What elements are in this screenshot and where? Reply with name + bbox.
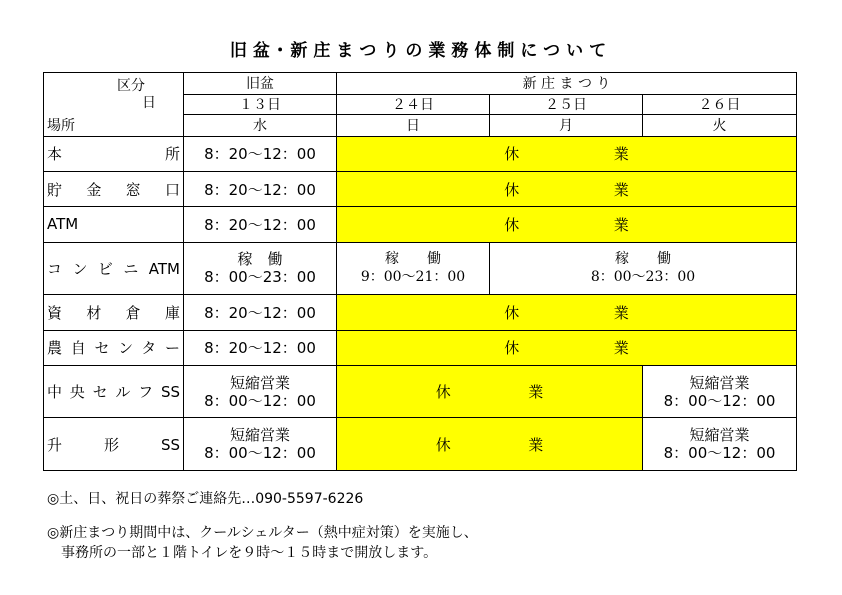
short-hours-time: 8：00～12：00 <box>204 444 316 463</box>
closed-char: 休 <box>504 303 520 322</box>
closed-char: 休 <box>504 215 520 234</box>
schedule-table <box>43 72 797 471</box>
note-cool-shelter-line1: ◎新庄まつり期間中は、クールシェルター（熱中症対策）を実施し、 <box>47 525 478 541</box>
closed-cell <box>337 136 797 171</box>
operation-label: 稼 働 <box>615 251 672 268</box>
place-shizai: 資材倉庫 <box>44 295 184 330</box>
place-chokin: 貯金窓口 <box>44 171 184 206</box>
closed-cell <box>337 171 797 206</box>
operation-label: 稼 働 <box>385 251 441 268</box>
closed-char: 業 <box>613 339 629 358</box>
place-honsho: 本所 <box>44 136 184 171</box>
operation-label: 稼 働 <box>237 250 283 269</box>
table-row <box>44 418 797 471</box>
closed-char: 業 <box>613 303 629 322</box>
page-title: 旧盆･新庄まつりの業務体制について <box>229 41 613 61</box>
operation-hours: 8：00～23：00 <box>590 269 696 286</box>
header-kubun: 区分 <box>117 78 145 94</box>
closed-cell <box>337 365 643 418</box>
note-contact: ◎土、日、祝日の葬祭ご連絡先…090-5597-6226 <box>47 491 364 507</box>
operation-cell <box>490 242 797 295</box>
short-hours-cell <box>184 418 337 471</box>
short-hours-label: 短縮営業 <box>689 426 750 445</box>
header-weekday-mon: 月 <box>490 115 643 136</box>
short-hours-label: 短縮営業 <box>689 373 750 392</box>
place-nouji: 農自センター <box>44 330 184 365</box>
closed-char: 休 <box>435 383 451 402</box>
header-weekday-wed: 水 <box>184 115 337 136</box>
place-konbini-atm: コンビニATM <box>44 242 184 295</box>
header-day-13: １３日 <box>184 95 337 115</box>
short-hours-cell <box>643 418 797 471</box>
operation-hours: 8：00～23：00 <box>204 268 316 287</box>
header-hi: 日 <box>142 95 156 111</box>
short-hours-time: 8：00～12：00 <box>663 444 776 463</box>
header-basho: 場所 <box>47 118 75 134</box>
short-hours-label: 短縮営業 <box>229 426 290 445</box>
closed-cell <box>337 207 797 242</box>
table-row <box>44 207 797 242</box>
place-masukata-ss: 升形SS <box>44 418 184 471</box>
note-cool-shelter-line2: 事務所の一部と１階トイレを９時～１５時まで開放します。 <box>61 545 438 561</box>
short-hours-label: 短縮営業 <box>229 373 290 392</box>
short-hours-cell <box>184 365 337 418</box>
table-row <box>44 242 797 295</box>
header-corner <box>44 73 184 137</box>
note-cool-shelter <box>47 523 478 563</box>
short-hours-time: 8：00～12：00 <box>204 391 316 410</box>
operation-cell <box>337 242 490 295</box>
closed-cell <box>337 295 797 330</box>
operation-cell <box>184 242 337 295</box>
closed-char: 休 <box>504 180 520 199</box>
closed-cell <box>337 418 643 471</box>
header-day-26: ２６日 <box>643 95 797 115</box>
closed-char: 休 <box>504 145 520 164</box>
hours-cell: 8：20～12：00 <box>184 207 337 242</box>
closed-char: 業 <box>528 383 544 402</box>
table-row <box>44 365 797 418</box>
table-row <box>44 136 797 171</box>
table-row <box>44 171 797 206</box>
short-hours-time: 8：00～12：00 <box>663 391 776 410</box>
hours-cell: 8：20～12：00 <box>184 330 337 365</box>
closed-cell <box>337 330 797 365</box>
table-row <box>44 330 797 365</box>
header-kyubon: 旧盆 <box>184 73 337 95</box>
closed-char: 休 <box>435 435 451 454</box>
operation-hours: 9：00～21：00 <box>360 269 466 286</box>
table-row <box>44 295 797 330</box>
header-day-24: ２４日 <box>337 95 490 115</box>
closed-char: 休 <box>504 339 520 358</box>
hours-cell: 8：20～12：00 <box>184 295 337 330</box>
closed-char: 業 <box>613 145 629 164</box>
place-atm: ATM <box>44 207 184 242</box>
header-weekday-sun: 日 <box>337 115 490 136</box>
hours-cell: 8：20～12：00 <box>184 171 337 206</box>
hours-cell: 8：20～12：00 <box>184 136 337 171</box>
short-hours-cell <box>643 365 797 418</box>
place-chuo-self-ss: 中央セルフSS <box>44 365 184 418</box>
closed-char: 業 <box>613 180 629 199</box>
closed-char: 業 <box>613 215 629 234</box>
header-day-25: ２５日 <box>490 95 643 115</box>
header-weekday-tue: 火 <box>643 115 797 136</box>
closed-char: 業 <box>528 435 544 454</box>
header-matsuri: 新 庄 ま つ り <box>337 73 797 95</box>
